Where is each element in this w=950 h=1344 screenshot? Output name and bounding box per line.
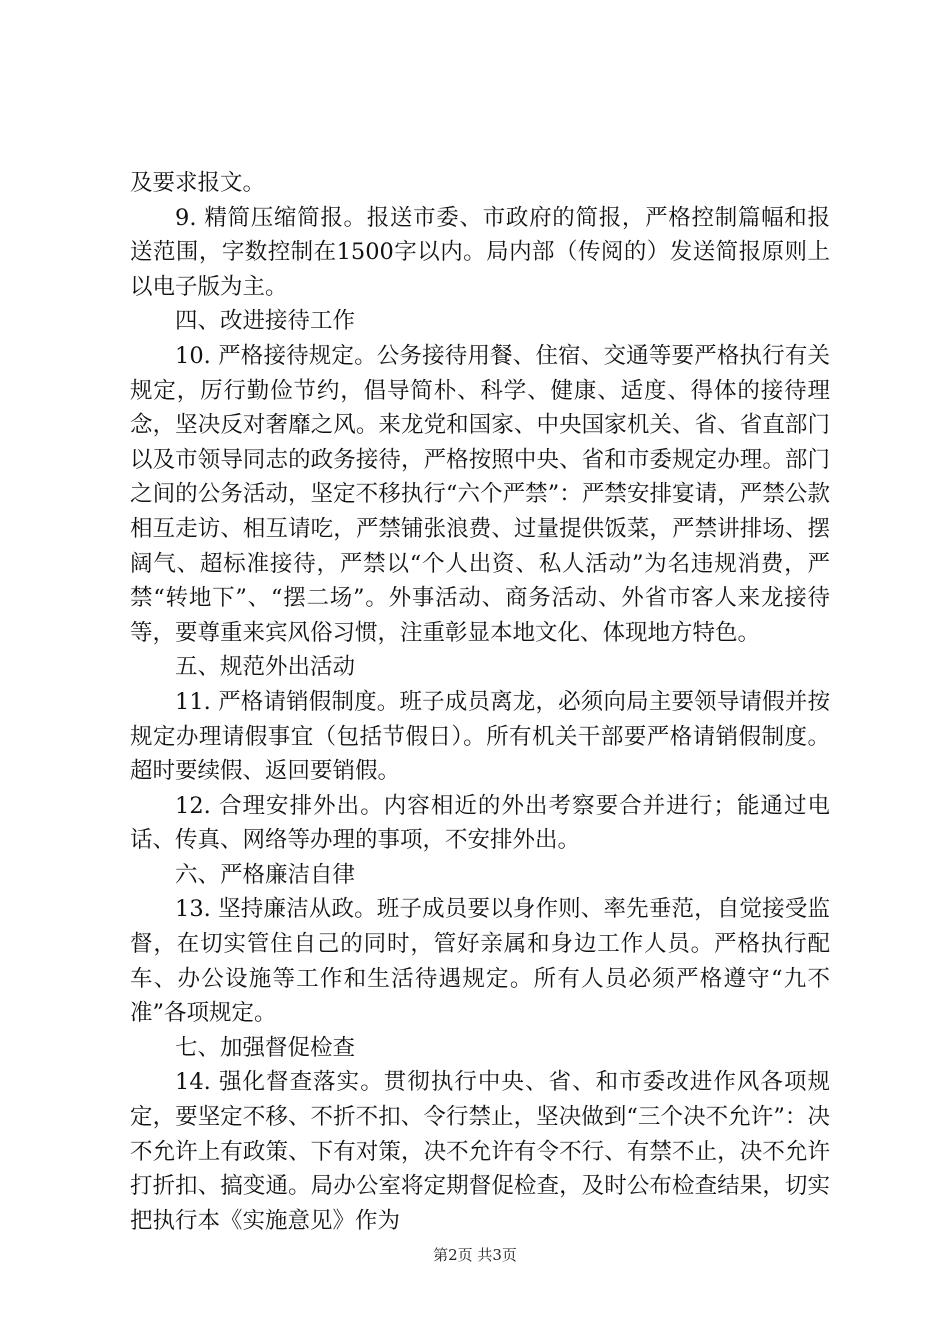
section-heading-4: 四、改进接待工作 <box>175 308 356 335</box>
section-heading-6: 六、严格廉洁自律 <box>175 861 356 888</box>
paragraph-4: 10. 严格接待规定。公务接待用餐、住宿、交通等要严格执行有关规定，厉行勤俭节约，倡导简朴、科学、健康、适度、得体的接待理念，坚决反对奢靡之风。来龙党和国家、中央国家机关、省、省直部门以及市领导同志的政务接待，严格按照中央、省和市委规定办理。部门之间的公务活动，坚定不移执行“六个严禁”：严禁安排宴请，严禁公款相互走访、相互请吃，严禁铺张浪费、过量提供饭菜，严禁讲排场、摆阔气、超标准接待，严禁以“个人出资、私人活动”为名违规消费，严禁“转地下”、“摆二场”。外事活动、商务活动、外省市客人来龙接待等，要尊重来宾风俗习惯，注重彰显本地文化、体现地方特色。 <box>130 342 830 646</box>
paragraph-9: 13. 坚持廉洁从政。班子成员要以身作则、率先垂范，自觉接受监督，在切实管住自己的同时，管好亲属和身边工作人员。严格执行配车、办公设施等工作和生活待遇规定。所有人员必须严格遵守“九不准”各项规定。 <box>130 896 830 1027</box>
paragraph-11: 14. 强化督查落实。贯彻执行中央、省、和市委改进作风各项规定，要坚定不移、不折不扣、令行禁止，坚决做到“三个决不允许”：决不允许上有政策、下有对策，决不允许有令不行、有禁不止，决不允许打折扣、搞变通。局办公室将定期督促检查，及时公布检查结果，切实把执行本《实施意见》作为 <box>130 1069 830 1234</box>
document-body <box>130 166 830 1238</box>
section-heading-5: 五、规范外出活动 <box>175 654 356 681</box>
paragraph-6: 11. 严格请销假制度。班子成员离龙，必须向局主要领导请假并按规定办理请假事宜（包括节假日）。所有机关干部要严格请销假制度。超时要续假、返回要销假。 <box>130 688 830 785</box>
paragraph-7: 12. 合理安排外出。内容相近的外出考察要合并进行；能通过电话、传真、网络等办理的事项，不安排外出。 <box>130 792 830 854</box>
section-heading-7: 七、加强督促检查 <box>175 1034 356 1061</box>
paragraph-2: 9. 精简压缩简报。报送市委、市政府的简报，严格控制篇幅和报送范围，字数控制在1500字以内。局内部（传阅的）发送简报原则上以电子版为主。 <box>130 204 830 300</box>
page-footer: 第2页 共3页 <box>433 1246 517 1264</box>
paragraph-1: 及要求报文。 <box>130 170 266 196</box>
